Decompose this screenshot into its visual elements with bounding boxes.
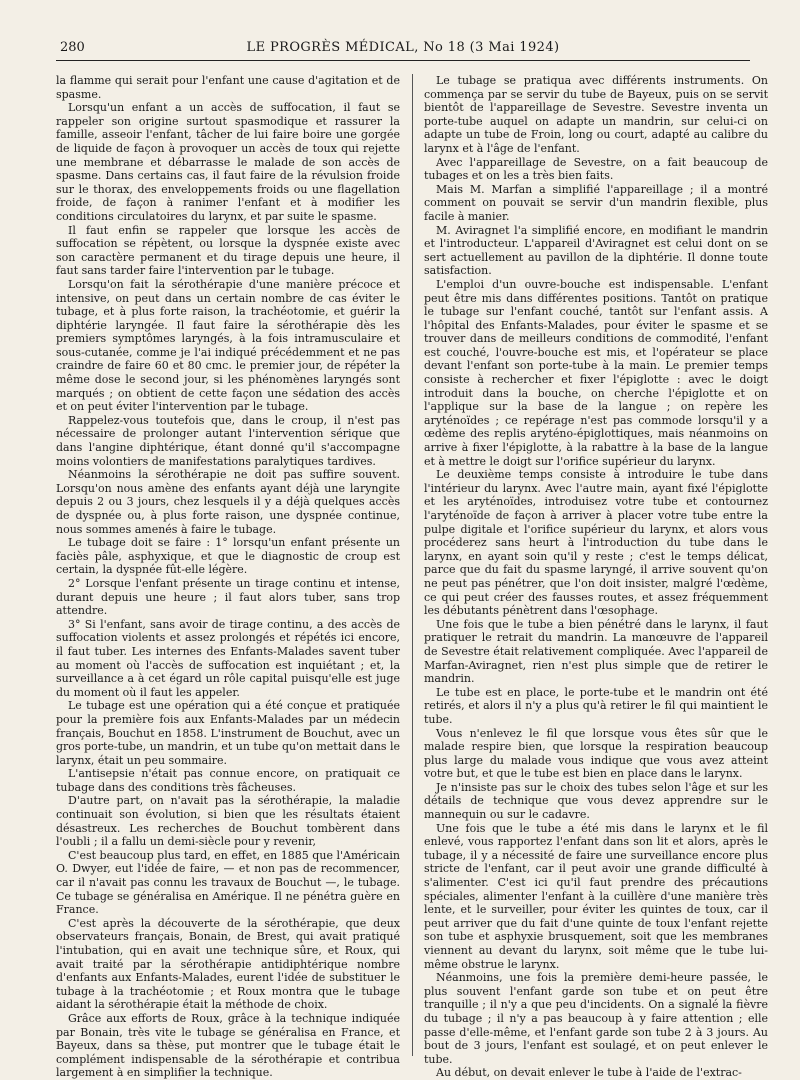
paragraph: Le deuxième temps consiste à introduire le tube dans l'intérieur du larynx. Avec l'autre main, ayant fixé l'épiglotte et les aryténoïdes, introduisez votre tube et contournez l'aryténoïde de façon à arriver à placer votre tube entre la pulpe digitale et l'orifice supérieur du larynx, et alors vous procéderez sans heurt à l'introduction du tube dans le larynx, en ayant soin qu'il y reste ; c'est le temps délicat, parce que du fait du spasme laryngé, il arrive souvent qu'on ne peut pas pénétrer, que l'on doit insister, malgré l'œdème, ce qui peut créer des fausses routes, et assez fréquemment les débutants pénètrent dans l'œsophage. [424,468,768,618]
running-header [56,36,750,61]
paragraph: Néanmoins la sérothérapie ne doit pas suffire souvent. Lorsqu'on nous amène des enfants ayant déjà une laryngite depuis 2 ou 3 jours, chez lesquels il y a déjà quelques accès de dyspnée ou, à plus forte raison, une dyspnée continue, nous sommes amenés à faire le tubage. [56,468,400,536]
paragraph: 3° Si l'enfant, sans avoir de tirage continu, a des accès de suffocation violents et assez prolongés et répétés ici encore, il faut tuber. Les internes des Enfants-Malades savent tuber au moment où l'accès de suffocation est inquiétant ; et, la surveillance a à cet égard un rôle capital puisqu'elle est juge du moment où il faut les appeler. [56,617,400,699]
paragraph: Le tubage est une opération qui a été conçue et pratiquée pour la première fois aux Enfants-Malades par un médecin français, Bouchut en 1858. L'instrument de Bouchut, avec un gros porte-tube, un mandrin, et un tube qu'on mettait dans le larynx, était un peu sommaire. [56,699,400,767]
paragraph: Mais M. Marfan a simplifié l'appareillage ; il a montré comment on pouvait se servir d'un mandrin flexible, plus facile à manier. [424,182,768,223]
paragraph: C'est beaucoup plus tard, en effet, en 1885 que l'Américain O. Dwyer, eut l'idée de faire, — et non pas de recommencer, car il n'avait pas connu les travaux de Bouchut —, le tubage. Ce tubage se généralisa en Amérique. Il ne pénétra guère en France. [56,848,400,917]
paragraph: Lorsqu'un enfant a un accès de suffocation, il faut se rappeler son origine surtout spasmodique et rassurer la famille, asseoir l'enfant, tâcher de lui faire boire une gorgée de liquide de façon à provoquer un accès de toux qui rejette une membrane et débarrasse le malade de son accès de spasme. Dans certains cas, il faut faire de la révulsion froide sur le thorax, des enveloppements froids ou une flagellation froide, de façon à ranimer l'enfant et à modifier les conditions circulatoires du larynx, et par suite le spasme. [56,101,400,223]
paragraph: Vous n'enlevez le fil que lorsque vous êtes sûr que le malade respire bien, que lorsque la respiration beaucoup plus large du malade vous indique que vous avez atteint votre but, et que le tube est bien en place dans le larynx. [424,726,768,781]
paragraph: M. Aviragnet l'a simplifié encore, en modifiant le mandrin et l'introducteur. L'appareil d'Aviragnet est celui dont on se sert actuellement au pavillon de la diphtérie. Il donne toute satisfaction. [424,223,768,278]
column-divider [412,74,413,1056]
paragraph: Grâce aux efforts de Roux, grâce à la technique indiquée par Bonain, très vite le tubage se généralisa en France, et Bayeux, dans sa thèse, put montrer que le tubage était le complément indispensable de la sérothérapie et contribua largement à en simplifier la technique. [56,1011,400,1080]
right-column [424,74,768,1080]
paragraph: Le tubage se pratiqua avec différents instruments. On commença par se servir du tube de Bayeux, puis on se servit bientôt de l'appareillage de Sevestre. Sevestre inventa un porte-tube auquel on adapte un mandrin, sur celui-ci on adapte un tube de Froin, long ou court, adapté au calibre du larynx et à l'âge de l'enfant. [424,74,768,155]
paragraph: Une fois que le tube a été mis dans le larynx et le fil enlevé, vous rapportez l'enfant dans son lit et alors, après le tubage, il y a nécessité de faire une surveillance encore plus stricte de l'enfant, car il peut avoir une grande difficulté à s'alimenter. C'est ici qu'il faut prendre des précautions spéciales, alimenter l'enfant à la cuillère d'une manière très lente, et le surveiller, pour éviter les quintes de toux, car il peut arriver que du fait d'une quinte de toux l'enfant rejette son tube et asphyxie brusquement, soit que les membranes viennent au devant du larynx, soit même que le tube lui-même obstrue le larynx. [424,821,768,971]
paragraph: Le tubage doit se faire : 1° lorsqu'un enfant présente un faciès pâle, asphyxique, et que le diagnostic de croup est certain, la dyspnée fût-elle légère. [56,536,400,577]
left-column [56,74,400,1080]
paragraph: D'autre part, on n'avait pas la sérothérapie, la maladie continuait son évolution, si bien que les résultats étaient désastreux. Les recherches de Bouchut tombèrent dans l'oubli ; il a fallu un demi-siècle pour y revenir, [56,794,400,849]
paragraph: Une fois que le tube a bien pénétré dans le larynx, il faut pratiquer le retrait du mandrin. La manœuvre de l'appareil de Sevestre était relativement compliquée. Avec l'appareil de Marfan-Aviragnet, rien n'est plus simple que de retirer le mandrin. [424,617,768,686]
two-column-body [56,74,768,1080]
paragraph: 2° Lorsque l'enfant présente un tirage continu et intense, durant depuis une heure ; il faut alors tuber, sans trop attendre. [56,576,400,618]
running-title: LE PROGRÈS MÉDICAL, No 18 (3 Mai 1924) [246,40,560,55]
paragraph: Le tube est en place, le porte-tube et le mandrin ont été retirés, et alors il n'y a plus qu'à retirer le fil qui maintient le tube. [424,685,768,726]
paragraph: L'antisepsie n'était pas connue encore, on pratiquait ce tubage dans des conditions très fâcheuses. [56,767,400,794]
paragraph: Néanmoins, une fois la première demi-heure passée, le plus souvent l'enfant garde son tube et on peut être tranquille ; il n'y a que peu d'incidents. On a signalé la fièvre du tubage ; il n'y a pas beaucoup à y faire attention ; elle passe d'elle-même, et l'enfant garde son tube 2 à 3 jours. Au bout de 3 jours, l'enfant est soulagé, et on peut enlever le tube. [424,971,768,1066]
paragraph: Au début, on devait enlever le tube à l'aide de l'extrac- [436,1066,742,1080]
paragraph: L'emploi d'un ouvre-bouche est indispensable. L'enfant peut être mis dans différentes positions. Tantôt on pratique le tubage sur l'enfant couché, tantôt sur l'enfant assis. A l'hôpital des Enfants-Malades, pour éviter le spasme et se trouver dans de meilleurs conditions de commodité, l'enfant est couché, l'ouvre-bouche est mis, et l'opérateur se place devant l'enfant son porte-tube à la main. Le premier temps consiste à rechercher et fixer l'épiglotte : avec le doigt introduit dans la bouche, on cherche l'épiglotte et on l'applique sur la base de la langue ; on repère les aryténoïdes ; ce repérage n'est pas commode lorsqu'il y a œdème des replis aryténo-épiglottiques, mais néanmoins on arrive à fixer l'épiglotte, à la rabattre à la base de la langue et à mettre le doigt sur l'orifice supérieur du larynx. [424,277,768,468]
paragraph: la flamme qui serait pour l'enfant une cause d'agitation et de spasme. [56,74,400,101]
paragraph: Il faut enfin se rappeler que lorsque les accès de suffocation se répètent, ou lorsque la dyspnée existe avec son caractère permanent et du tirage depuis une heure, il faut sans tarder faire l'intervention par le tubage. [56,223,400,278]
paragraph: Je n'insiste pas sur le choix des tubes selon l'âge et sur les détails de technique que vous devez apprendre sur le mannequin ou sur le cadavre. [424,780,768,822]
paragraph: Avec l'appareillage de Sevestre, on a fait beaucoup de tubages et on les a très bien faits. [424,155,768,183]
paragraph: Rappelez-vous toutefois que, dans le croup, il n'est pas nécessaire de prolonger autant l'intervention sérique que dans l'angine diphtérique, étant donné qu'il s'accompagne moins volontiers de manifestations paralytiques tardives. [56,413,400,468]
paragraph: C'est après la découverte de la sérothérapie, que deux observateurs français, Bonain, de Brest, qui avait pratiqué l'intubation, qui en avait une technique sûre, et Roux, qui avait traité par la sérothérapie antidiphtérique nombre d'enfants aux Enfants-Malades, eurent l'idée de substituer le tubage à la trachéotomie ; et Roux montra que le tubage aidant la sérothérapie était la méthode de choix. [56,916,400,1012]
page-number: 280 [60,40,85,55]
paragraph: Lorsqu'on fait la sérothérapie d'une manière précoce et intensive, on peut dans un certain nombre de cas éviter le tubage, et à plus forte raison, la trachéotomie, et guérir la diphtérie laryngée. Il faut faire la sérothérapie dès les premiers symptômes laryngés, à la fois intramusculaire et sous-cutanée, comme je l'ai indiqué précédemment et ne pas craindre de faire 60 et 80 cmc. le premier jour, de répéter la même dose le second jour, si les phénomènes laryngés sont marqués ; on obtient de cette façon une sédation des accès et on peut éviter l'intervention par le tubage. [56,277,400,414]
